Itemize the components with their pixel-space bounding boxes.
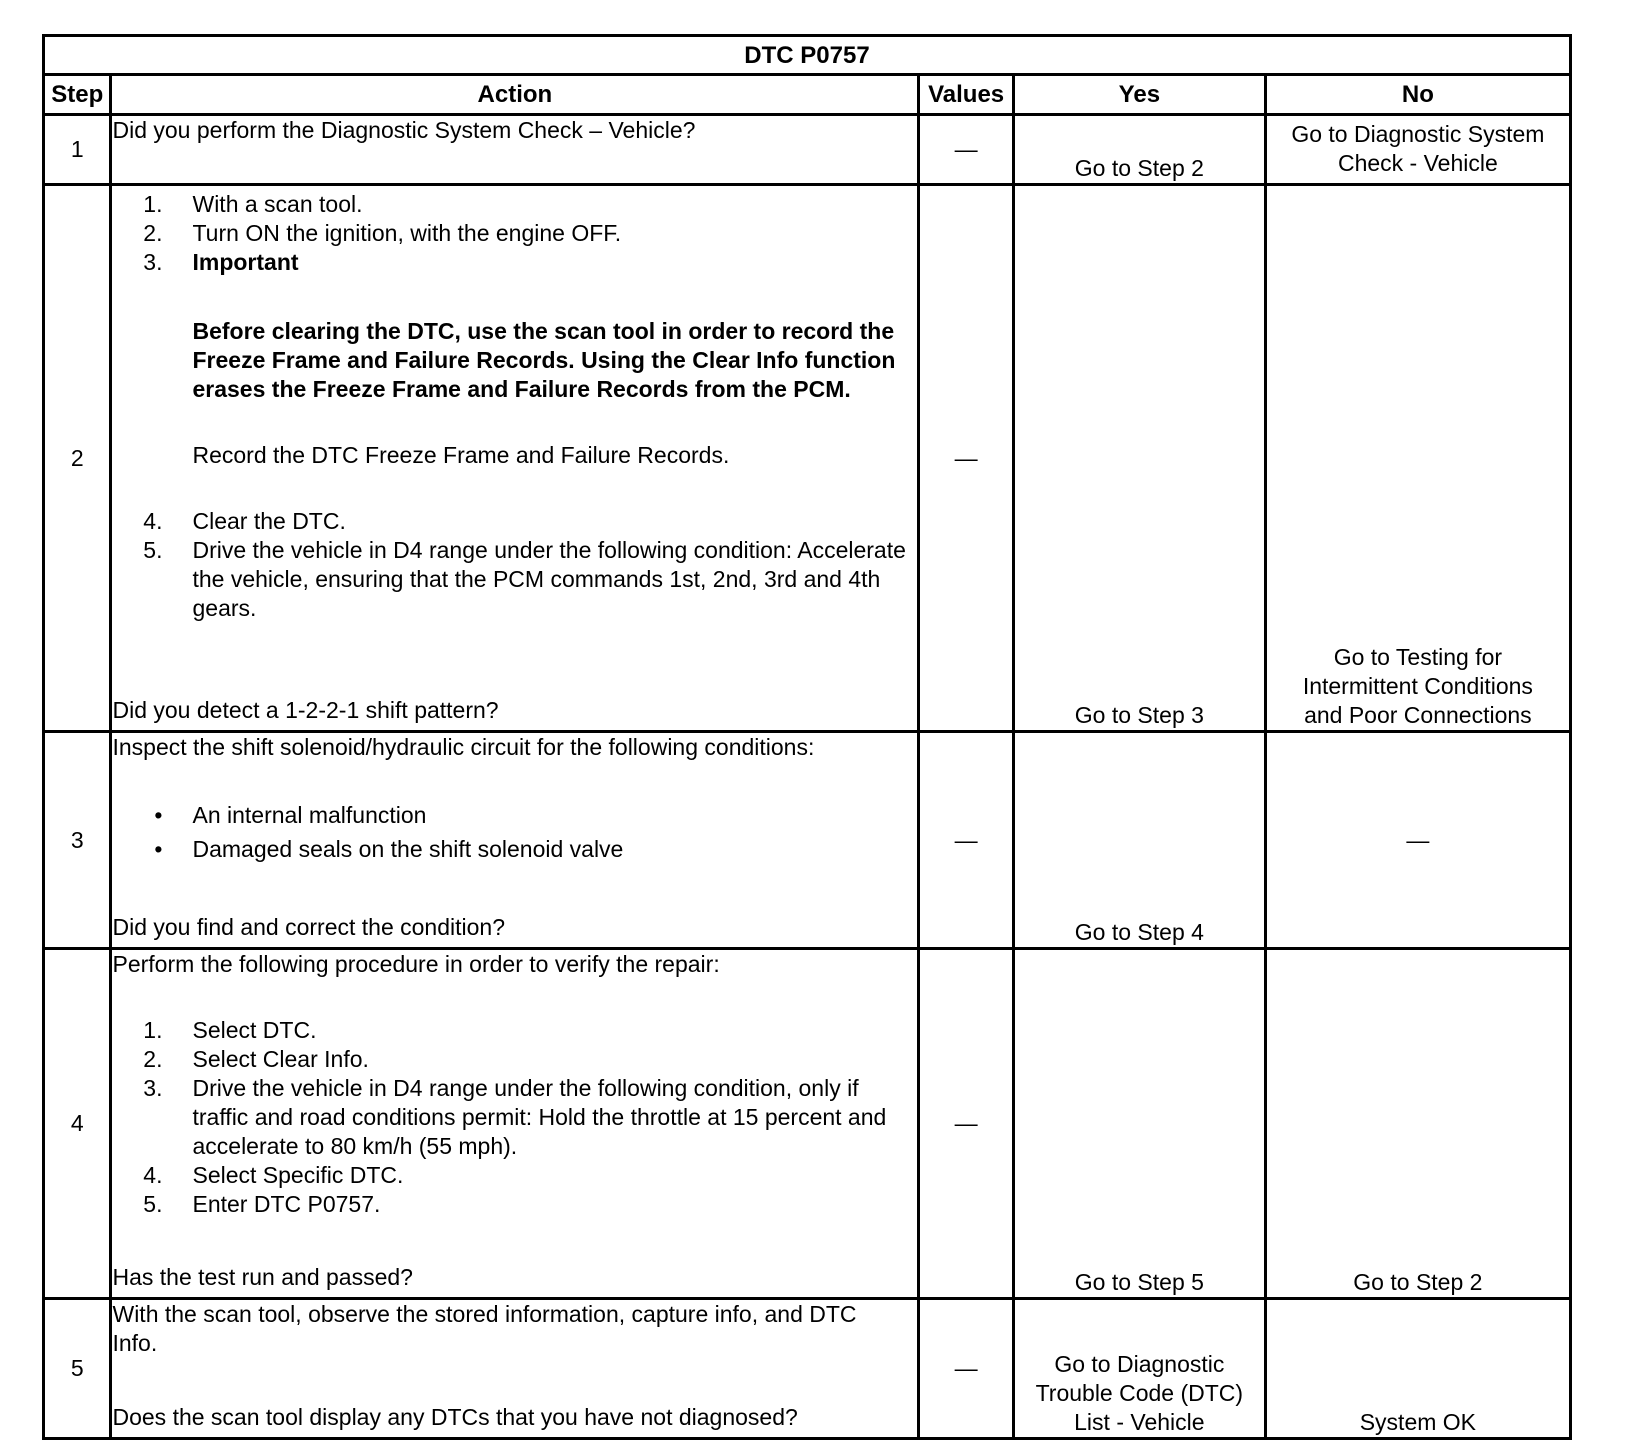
table-row: [44, 1299, 1571, 1439]
item-number: 4.: [143, 1162, 163, 1188]
item-text: Select Clear Info.: [192, 1046, 369, 1072]
action-intro: Perform the following procedure in order to verify the repair:: [112, 951, 720, 977]
action-cell: [111, 732, 919, 949]
step-number: 3: [44, 732, 111, 949]
action-intro: With the scan tool, observe the stored information, capture info, and DTC Info.: [112, 1301, 857, 1356]
list-item: [112, 1074, 917, 1161]
list-item: [112, 219, 917, 248]
no-cell: [1265, 115, 1570, 185]
no-cell: [1265, 185, 1570, 732]
dtc-table: [42, 34, 1572, 1440]
values-cell: —: [919, 732, 1014, 949]
record-note: Record the DTC Freeze Frame and Failure Records.: [192, 442, 730, 468]
item-number: 5.: [143, 1191, 163, 1217]
condition-list: [112, 798, 917, 866]
item-text: Drive the vehicle in D4 range under the following condition: Accelerate the vehicle, ensuring that the PCM commands 1st, 2nd, 3rd and 4th gears.: [192, 537, 906, 621]
yes-cell-text: Go to Diagnostic Trouble Code (DTC) List - Vehicle: [1035, 1351, 1244, 1435]
action-body: [112, 186, 917, 623]
yes-cell: Go to Step 5: [1013, 949, 1265, 1299]
action-question: Did you detect a 1-2-2-1 shift pattern?: [112, 697, 499, 723]
header-no: No: [1265, 75, 1570, 115]
values-cell: —: [919, 1299, 1014, 1439]
table-row: [44, 115, 1571, 185]
procedure-list: [112, 1016, 917, 1219]
action-question: Has the test run and passed?: [112, 1264, 413, 1290]
no-cell: Go to Step 2: [1265, 949, 1570, 1299]
values-cell: —: [919, 949, 1014, 1299]
step-number: 4: [44, 949, 111, 1299]
item-number: 3.: [143, 1075, 163, 1101]
action-cell: [111, 1299, 919, 1439]
table-title: DTC P0757: [44, 36, 1571, 75]
table-row: [44, 185, 1571, 732]
step-number: 2: [44, 185, 111, 732]
yes-cell: [1013, 1299, 1265, 1439]
item-text: Turn ON the ignition, with the engine OFF.: [192, 220, 622, 246]
action-cell: [111, 115, 919, 185]
item-number: 1.: [143, 191, 163, 217]
list-item: [112, 1045, 917, 1074]
header-action: Action: [111, 75, 919, 115]
item-text: With a scan tool.: [192, 191, 363, 217]
title-row: [44, 36, 1571, 75]
item-number: 1.: [143, 1017, 163, 1043]
no-cell: System OK: [1265, 1299, 1570, 1439]
item-text: Damaged seals on the shift solenoid valve: [192, 835, 624, 862]
list-item: [112, 1016, 917, 1045]
list-item: [112, 798, 917, 832]
values-cell: —: [919, 185, 1014, 732]
item-text: Drive the vehicle in D4 range under the following condition, only if traffic and road conditions permit: Hold the throttle at 15 percent and accelerate to 80 km/h (55 mph).: [192, 1075, 887, 1159]
important-note: Before clearing the DTC, use the scan tool in order to record the Freeze Frame and Failure Records. Using the Clear Info function erases the Freeze Frame and Failure Records from the PCM.: [192, 318, 896, 402]
action-question: Does the scan tool display any DTCs that you have not diagnosed?: [112, 1404, 798, 1430]
item-number: 2.: [143, 1046, 163, 1072]
list-item: [112, 248, 917, 507]
action-cell: [111, 949, 919, 1299]
list-item: [112, 536, 917, 623]
no-cell: —: [1265, 732, 1570, 949]
bullet-icon: •: [154, 801, 163, 828]
item-number: 5.: [143, 537, 163, 563]
item-text: Clear the DTC.: [192, 508, 346, 534]
values-cell: —: [919, 115, 1014, 185]
bullet-icon: •: [154, 835, 163, 862]
yes-cell: Go to Step 2: [1013, 115, 1265, 185]
list-item: [112, 832, 917, 866]
procedure-list: [112, 190, 917, 623]
action-question: Did you perform the Diagnostic System Check – Vehicle?: [112, 117, 696, 143]
no-cell-text: Go to Diagnostic System Check - Vehicle: [1291, 121, 1545, 176]
action-cell: [111, 185, 919, 732]
list-item: [112, 1161, 917, 1190]
item-text: Select DTC.: [192, 1017, 317, 1043]
step-number: 1: [44, 115, 111, 185]
no-cell-text: Go to Testing for Intermittent Conditions and Poor Connections: [1302, 644, 1533, 728]
table-row: [44, 732, 1571, 949]
header-row: [44, 75, 1571, 115]
item-text: Select Specific DTC.: [192, 1162, 404, 1188]
list-item: [112, 190, 917, 219]
yes-cell: Go to Step 3: [1013, 185, 1265, 732]
action-question: Did you find and correct the condition?: [112, 914, 506, 940]
action-intro: Inspect the shift solenoid/hydraulic circuit for the following conditions:: [112, 734, 815, 760]
item-text: An internal malfunction: [192, 801, 427, 828]
yes-cell: Go to Step 4: [1013, 732, 1265, 949]
list-item: [112, 1190, 917, 1219]
item-text: Enter DTC P0757.: [192, 1191, 381, 1217]
important-label: Important: [192, 249, 299, 275]
header-values: Values: [919, 75, 1014, 115]
list-item: [112, 507, 917, 536]
header-step: Step: [44, 75, 111, 115]
item-number: 2.: [143, 220, 163, 246]
item-number: 3.: [143, 249, 163, 275]
table-row: [44, 949, 1571, 1299]
step-number: 5: [44, 1299, 111, 1439]
item-number: 4.: [143, 508, 163, 534]
header-yes: Yes: [1013, 75, 1265, 115]
